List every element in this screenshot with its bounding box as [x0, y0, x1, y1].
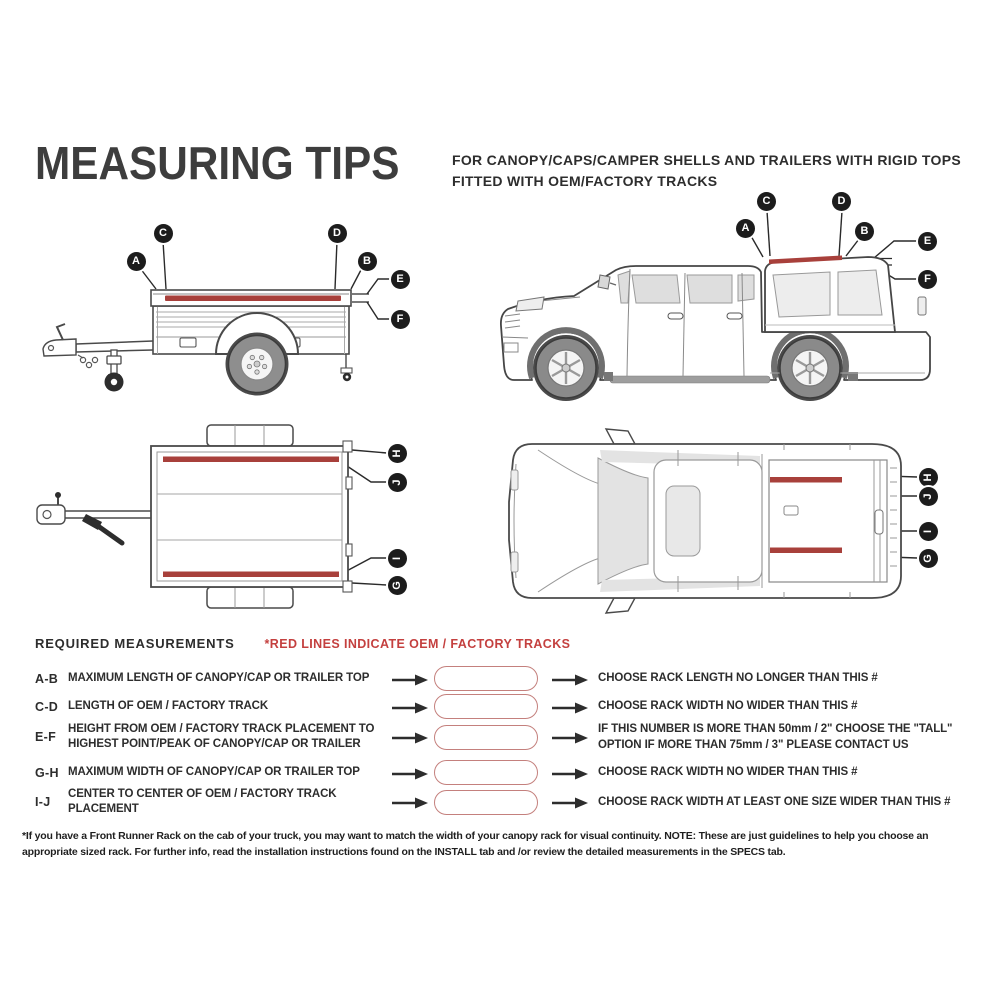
- label-badge-c: C: [154, 224, 173, 243]
- page-title: MEASURING TIPS: [35, 137, 400, 189]
- measurement-id: A-B: [35, 671, 59, 686]
- label-badge-i: I: [919, 522, 938, 541]
- arrow-right-icon: [392, 673, 428, 685]
- truck-top-view-diagram: [480, 420, 990, 630]
- label-badge-f: F: [918, 270, 937, 289]
- measurement-row-gh: [35, 760, 985, 785]
- measurement-input-oval: [434, 760, 538, 785]
- truck-top-view-drawing: [480, 420, 990, 630]
- label-badge-a: A: [736, 219, 755, 238]
- label-badge-b: B: [358, 252, 377, 271]
- arrow-right-icon: [392, 731, 428, 743]
- measurement-guidance: IF THIS NUMBER IS MORE THAN 50mm / 2" CHOOSE THE "TALL" OPTION IF MORE THAN 75mm / 3" PLEASE CONTACT US: [598, 723, 953, 752]
- label-badge-h: H: [919, 468, 938, 487]
- measurement-id: I-J: [35, 795, 51, 810]
- trailer-side-view-diagram: [30, 210, 470, 410]
- arrow-right-icon: [552, 731, 588, 743]
- subtitle-line-1: FOR CANOPY/CAPS/CAMPER SHELLS AND TRAILERS WITH RIGID TOPS: [452, 152, 961, 168]
- label-badge-g: G: [919, 549, 938, 568]
- measurement-row-ef: [35, 721, 985, 753]
- measurement-id: C-D: [35, 699, 59, 714]
- label-badge-b: B: [855, 222, 874, 241]
- label-badge-h: H: [388, 444, 407, 463]
- measurement-input-oval: [434, 790, 538, 815]
- label-badge-a: A: [127, 252, 146, 271]
- measurement-id: G-H: [35, 765, 59, 780]
- measurement-row-ij: [35, 787, 985, 817]
- label-badge-j: J: [388, 473, 407, 492]
- truck-side-view-diagram: [480, 185, 990, 410]
- label-badge-d: D: [832, 192, 851, 211]
- footnote: *If you have a Front Runner Rack on the cab of your truck, you may want to match the width of your canopy rack for visual continuity. NOTE: These are just guidelines to help you choose an appropriate sized rack. For further info, read the installation instructions found on the INSTALL tab and /or review the detailed measurements in the SPECS tab.: [22, 830, 929, 859]
- measurement-guidance: CHOOSE RACK WIDTH NO WIDER THAN THIS #: [598, 700, 858, 713]
- subtitle-line-2: FITTED WITH OEM/FACTORY TRACKS: [452, 173, 718, 189]
- arrow-right-icon: [552, 796, 588, 808]
- red-line-legend-note: *RED LINES INDICATE OEM / FACTORY TRACKS: [264, 637, 571, 651]
- truck-side-view-drawing: [480, 185, 990, 410]
- label-badge-c: C: [757, 192, 776, 211]
- oem-track-red-line: [163, 457, 339, 463]
- arrow-right-icon: [552, 767, 588, 779]
- measurement-input-oval: [434, 666, 538, 691]
- label-badge-e: E: [391, 270, 410, 289]
- measurement-guidance: CHOOSE RACK WIDTH AT LEAST ONE SIZE WIDER THAN THIS #: [598, 796, 951, 809]
- label-badge-d: D: [328, 224, 347, 243]
- section-heading: REQUIRED MEASUREMENTS: [35, 636, 235, 651]
- arrow-right-icon: [392, 767, 428, 779]
- label-badge-i: I: [388, 549, 407, 568]
- measurement-guidance: CHOOSE RACK LENGTH NO LONGER THAN THIS #: [598, 672, 878, 685]
- measurement-row-cd: [35, 694, 985, 719]
- label-badge-e: E: [918, 232, 937, 251]
- measurement-input-oval: [434, 694, 538, 719]
- arrow-right-icon: [392, 701, 428, 713]
- arrow-right-icon: [392, 796, 428, 808]
- measurement-description: CENTER TO CENTER OF OEM / FACTORY TRACK PLACEMENT: [68, 788, 337, 816]
- measurement-id: E-F: [35, 730, 57, 745]
- oem-track-red-line: [770, 548, 842, 554]
- measurement-description: MAXIMUM LENGTH OF CANOPY/CAP OR TRAILER TOP: [68, 671, 370, 684]
- label-badge-g: G: [388, 576, 407, 595]
- section-header: [35, 636, 570, 651]
- measurement-description: LENGTH OF OEM / FACTORY TRACK: [68, 699, 269, 712]
- measurement-description: MAXIMUM WIDTH OF CANOPY/CAP OR TRAILER TOP: [68, 765, 360, 778]
- label-badge-j: J: [919, 487, 938, 506]
- oem-track-red-line: [165, 296, 341, 302]
- measurement-input-oval: [434, 725, 538, 750]
- oem-track-red-line: [770, 477, 842, 483]
- oem-track-red-line: [163, 572, 339, 578]
- measurement-guidance: CHOOSE RACK WIDTH NO WIDER THAN THIS #: [598, 766, 858, 779]
- measurement-row-ab: [35, 666, 985, 691]
- arrow-right-icon: [552, 673, 588, 685]
- label-badge-f: F: [391, 310, 410, 329]
- arrow-right-icon: [552, 701, 588, 713]
- trailer-top-view-diagram: [30, 420, 470, 620]
- measurement-description: HEIGHT FROM OEM / FACTORY TRACK PLACEMENT TO HIGHEST POINT/PEAK OF CANOPY/CAP OR TRAILER: [68, 722, 375, 751]
